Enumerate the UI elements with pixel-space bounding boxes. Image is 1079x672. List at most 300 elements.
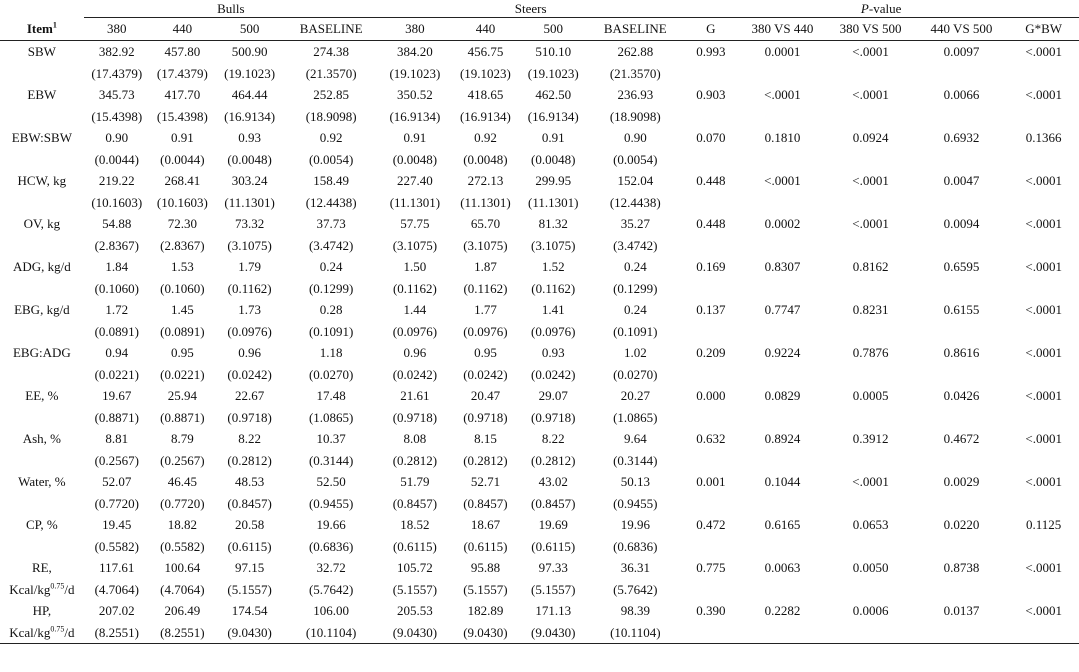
empty-cell (683, 579, 738, 600)
value-cell: 72.30 (167, 216, 197, 231)
empty-cell (683, 149, 738, 170)
value-cell: 152.04 (617, 173, 654, 188)
col-header: 500 (215, 18, 284, 41)
value-cell: 25.94 (167, 388, 197, 403)
value-cell: 0.6595 (943, 259, 980, 274)
value-cell: 0.95 (474, 345, 497, 360)
value-cell: 0.0137 (943, 603, 980, 618)
value-cell: 0.0047 (943, 173, 980, 188)
value-cell: 19.45 (102, 517, 132, 532)
value-cell: 65.70 (470, 216, 501, 231)
empty-cell (683, 493, 738, 514)
table-row (0, 256, 1079, 278)
row-label-unit (0, 149, 84, 170)
se-cell: (5.1557) (227, 581, 272, 597)
value-cell: 0.1044 (764, 474, 801, 489)
value-cell: 0.000 (696, 388, 726, 403)
se-cell: (0.0242) (530, 366, 576, 382)
value-cell: <.0001 (764, 173, 801, 188)
unit-suffix: /d (64, 624, 75, 640)
row-label-unit (0, 579, 84, 600)
col-header: 380 VS 500 (827, 18, 915, 41)
se-cell: (0.8457) (227, 495, 272, 511)
value-cell: 48.53 (234, 474, 265, 489)
table-row (0, 342, 1079, 364)
value-cell: 0.4672 (943, 431, 980, 446)
se-cell: (0.6115) (463, 538, 508, 554)
se-cell: (10.1104) (284, 622, 378, 644)
value-cell: 0.24 (623, 302, 647, 317)
se-cell: (0.8871) (160, 409, 205, 425)
se-cell: (0.6115) (227, 538, 272, 554)
table-row-se (0, 321, 1079, 342)
value-cell: 0.0066 (943, 87, 980, 102)
se-cell: (0.6115) (531, 538, 576, 554)
value-cell: 1.73 (238, 302, 261, 317)
se-cell: (0.5582) (160, 538, 205, 554)
value-cell: 0.0005 (852, 388, 889, 403)
value-cell: 0.91 (403, 130, 427, 145)
value-cell: 8.79 (170, 431, 194, 446)
row-label-unit (0, 192, 84, 213)
empty-cell (827, 192, 915, 213)
table-row-se (0, 235, 1079, 256)
value-cell: 464.44 (231, 87, 268, 102)
row-label: Water, % (18, 474, 66, 489)
se-cell: (5.7642) (308, 581, 354, 597)
empty-cell (915, 493, 1009, 514)
empty-cell (1008, 321, 1079, 342)
value-cell: 1.02 (623, 345, 647, 360)
value-cell: <.0001 (852, 44, 889, 59)
empty-cell (1008, 579, 1079, 600)
se-cell: (11.1301) (389, 194, 441, 210)
value-cell: 1.84 (105, 259, 129, 274)
value-cell: 1.53 (170, 259, 194, 274)
empty-cell (1008, 235, 1079, 256)
se-cell: (16.9134) (459, 108, 511, 124)
se-cell: (0.9718) (227, 409, 272, 425)
col-header: G (683, 18, 738, 41)
table-row-se (0, 192, 1079, 213)
value-cell: 73.32 (234, 216, 265, 231)
value-cell: 0.0653 (852, 517, 889, 532)
value-cell: 0.390 (696, 603, 726, 618)
row-label-unit (0, 63, 84, 84)
value-cell: <.0001 (1025, 173, 1062, 188)
value-cell: 219.22 (98, 173, 135, 188)
se-cell: (0.0976) (392, 323, 438, 339)
value-cell: <.0001 (1025, 603, 1062, 618)
value-cell: 20.58 (234, 517, 265, 532)
value-cell: <.0001 (1025, 259, 1062, 274)
empty-cell (827, 63, 915, 84)
se-cell: (17.4379) (156, 65, 208, 81)
col-header: 380 VS 440 (738, 18, 826, 41)
value-cell: 8.22 (541, 431, 565, 446)
se-cell: (12.4438) (305, 194, 357, 210)
empty-cell (683, 278, 738, 299)
row-label-unit (0, 622, 84, 644)
table-row-se (0, 450, 1079, 471)
row-label-unit (0, 321, 84, 342)
se-cell: (0.0048) (227, 151, 272, 167)
value-cell: 457.80 (164, 44, 201, 59)
se-cell: (15.4398) (91, 108, 143, 124)
value-cell: 510.10 (535, 44, 572, 59)
se-cell: (0.0242) (392, 366, 438, 382)
value-cell: 207.02 (98, 603, 135, 618)
se-cell: (0.0221) (94, 366, 140, 382)
unit-exponent: 0.75 (50, 581, 65, 591)
se-cell: (0.1299) (613, 280, 658, 296)
value-cell: 0.93 (238, 130, 261, 145)
empty-cell (827, 364, 915, 385)
value-cell: 0.96 (238, 345, 261, 360)
se-cell: (0.1162) (227, 280, 272, 296)
se-cell: (0.1162) (463, 280, 508, 296)
se-cell: (0.0270) (308, 366, 354, 382)
value-cell: 418.65 (467, 87, 504, 102)
row-label: SBW (27, 44, 56, 59)
value-cell: 0.0426 (943, 388, 980, 403)
empty-cell (827, 622, 915, 644)
value-cell: 299.95 (535, 173, 572, 188)
row-label: EBW (27, 87, 57, 102)
empty-cell (1008, 192, 1079, 213)
table-row (0, 385, 1079, 407)
value-cell: 19.96 (620, 517, 650, 532)
se-cell: (0.2812) (530, 452, 576, 468)
value-cell: 54.88 (102, 216, 132, 231)
se-cell: (1.0865) (308, 409, 354, 425)
table-row-se (0, 106, 1079, 127)
value-cell: 117.61 (99, 560, 135, 575)
empty-cell (1008, 536, 1079, 557)
value-cell: 22.67 (234, 388, 265, 403)
row-label: CP, % (25, 517, 58, 532)
se-cell: (10.1603) (91, 194, 143, 210)
row-label-unit (0, 536, 84, 557)
value-cell: <.0001 (1025, 302, 1062, 317)
empty-cell (915, 364, 1009, 385)
se-cell: (3.1075) (227, 237, 272, 253)
value-cell: <.0001 (852, 173, 889, 188)
se-cell: (0.0048) (530, 151, 576, 167)
value-cell: 52.71 (470, 474, 501, 489)
value-cell: 8.08 (403, 431, 427, 446)
p-rest: -value (868, 0, 902, 16)
col-header: 500 (519, 18, 587, 41)
empty-cell (1008, 149, 1079, 170)
se-cell: (8.2551) (150, 622, 215, 644)
col-header-item (0, 18, 84, 41)
se-cell: (9.0430) (378, 622, 452, 644)
se-cell: (0.1162) (392, 280, 437, 296)
value-cell: 417.70 (164, 87, 201, 102)
value-cell: 0.0006 (852, 603, 889, 618)
value-cell: 171.13 (535, 603, 572, 618)
value-cell: 43.02 (538, 474, 568, 489)
se-cell: (4.7064) (94, 581, 140, 597)
value-cell: 37.73 (316, 216, 346, 231)
se-cell: (3.4742) (308, 237, 354, 253)
row-label: HP, (32, 603, 52, 618)
value-cell: 0.472 (696, 517, 726, 532)
p-italic: P (860, 0, 869, 16)
se-cell: (0.2567) (160, 452, 205, 468)
value-cell: 0.28 (319, 302, 343, 317)
value-cell: 0.1366 (1025, 130, 1062, 145)
se-cell: (16.9134) (527, 108, 579, 124)
se-cell: (9.0430) (519, 622, 587, 644)
se-cell: (0.9455) (613, 495, 658, 511)
empty-cell (915, 63, 1009, 84)
value-cell: 0.3912 (852, 431, 889, 446)
group-steers: Steers (378, 0, 683, 18)
empty-cell (683, 364, 738, 385)
se-cell: (11.1301) (460, 194, 511, 210)
se-cell: (0.0270) (613, 366, 658, 382)
value-cell: 52.07 (102, 474, 132, 489)
value-cell: 19.69 (538, 517, 568, 532)
se-cell: (4.7064) (160, 581, 205, 597)
value-cell: 0.6155 (943, 302, 980, 317)
se-cell: (18.9098) (609, 108, 661, 124)
row-label: ADG, kg/d (12, 259, 71, 274)
table-row (0, 84, 1079, 106)
value-cell: 350.52 (397, 87, 433, 102)
value-cell: 0.169 (696, 259, 726, 274)
table-row (0, 471, 1079, 493)
se-cell: (10.1603) (156, 194, 208, 210)
value-cell: 0.8616 (943, 345, 980, 360)
se-cell: (11.1301) (224, 194, 275, 210)
col-header: BASELINE (284, 18, 378, 41)
col-header: G*BW (1008, 18, 1079, 41)
group-bulls: Bulls (84, 0, 378, 18)
value-cell: 0.448 (696, 173, 726, 188)
value-cell: <.0001 (1025, 388, 1062, 403)
item-header-sup: 1 (52, 20, 57, 30)
value-cell: 0.0063 (764, 560, 801, 575)
empty-cell (915, 192, 1009, 213)
empty-cell (738, 192, 826, 213)
value-cell: 19.66 (316, 517, 346, 532)
value-cell: 106.00 (313, 603, 350, 618)
empty-cell (1008, 364, 1079, 385)
se-cell: (0.0242) (227, 366, 272, 382)
se-cell: (19.1023) (459, 65, 511, 81)
se-cell: (0.0054) (613, 151, 658, 167)
empty-cell (738, 579, 826, 600)
empty-cell (683, 407, 738, 428)
value-cell: 0.91 (541, 130, 565, 145)
value-cell: 10.37 (316, 431, 346, 446)
se-cell: (3.4742) (613, 237, 658, 253)
se-cell: (2.8367) (160, 237, 205, 253)
empty-cell (1008, 450, 1079, 471)
empty-cell (683, 536, 738, 557)
value-cell: 0.7876 (852, 345, 889, 360)
table-row-se (0, 493, 1079, 514)
value-cell: 0.0097 (943, 44, 980, 59)
value-cell: 0.9224 (764, 345, 801, 360)
value-cell: 0.2282 (764, 603, 801, 618)
row-label: OV, kg (23, 216, 61, 231)
se-cell: (0.0048) (463, 151, 508, 167)
table-row (0, 428, 1079, 450)
se-cell: (0.2812) (463, 452, 508, 468)
col-header: 380 (84, 18, 150, 41)
se-cell: (0.6836) (308, 538, 354, 554)
se-cell: (0.9718) (463, 409, 508, 425)
value-cell: 0.632 (696, 431, 726, 446)
empty-cell (683, 321, 738, 342)
group-p-value (683, 0, 1079, 18)
value-cell: 0.137 (696, 302, 726, 317)
value-cell: 0.6165 (764, 517, 801, 532)
unit-text: Kcal/kg (9, 581, 51, 597)
se-cell: (0.7720) (94, 495, 140, 511)
se-cell: (21.3570) (609, 65, 661, 81)
value-cell: 0.209 (696, 345, 726, 360)
value-cell: 0.90 (623, 130, 647, 145)
se-cell: (19.1023) (389, 65, 441, 81)
empty-cell (683, 622, 738, 644)
se-cell: (8.2551) (84, 622, 150, 644)
empty-cell (683, 235, 738, 256)
se-cell: (5.7642) (613, 581, 658, 597)
se-cell: (19.1023) (527, 65, 579, 81)
se-cell: (0.0044) (94, 151, 140, 167)
value-cell: 0.92 (474, 130, 497, 145)
value-cell: 50.13 (620, 474, 650, 489)
table-row (0, 557, 1079, 579)
col-header: 440 (452, 18, 519, 41)
value-cell: 19.67 (102, 388, 132, 403)
value-cell: 1.18 (319, 345, 343, 360)
table-row-se (0, 364, 1079, 385)
value-cell: 98.39 (620, 603, 650, 618)
row-label-unit (0, 364, 84, 385)
table-row (0, 600, 1079, 622)
value-cell: 1.87 (474, 259, 497, 274)
value-cell: 345.73 (98, 87, 135, 102)
value-cell: 0.903 (696, 87, 726, 102)
empty-cell (738, 106, 826, 127)
se-cell: (0.0976) (530, 323, 576, 339)
se-cell: (0.2567) (94, 452, 140, 468)
value-cell: 97.33 (538, 560, 568, 575)
value-cell: 274.38 (313, 44, 350, 59)
empty-cell (738, 278, 826, 299)
value-cell: 0.0002 (764, 216, 801, 231)
value-cell: 272.13 (467, 173, 504, 188)
se-cell: (0.1091) (308, 323, 354, 339)
value-cell: 0.95 (170, 345, 194, 360)
value-cell: 0.94 (105, 345, 129, 360)
empty-cell (1008, 278, 1079, 299)
value-cell: 268.41 (164, 173, 201, 188)
value-cell: <.0001 (1025, 474, 1062, 489)
empty-cell (827, 493, 915, 514)
group-header-row (0, 0, 1079, 18)
se-cell: (3.1075) (392, 237, 438, 253)
se-cell: (0.0976) (227, 323, 272, 339)
table-row-se (0, 149, 1079, 170)
row-label: EBG, kg/d (14, 302, 70, 317)
value-cell: 8.15 (474, 431, 497, 446)
se-cell: (19.1023) (224, 65, 276, 81)
se-cell: (0.7720) (160, 495, 205, 511)
se-cell: (18.9098) (305, 108, 357, 124)
col-header: 440 VS 500 (915, 18, 1009, 41)
value-cell: <.0001 (852, 474, 889, 489)
se-cell: (0.8871) (94, 409, 140, 425)
empty-cell (827, 106, 915, 127)
value-cell: 46.45 (167, 474, 197, 489)
value-cell: <.0001 (1025, 345, 1062, 360)
se-cell: (0.8457) (392, 495, 438, 511)
value-cell: 0.775 (696, 560, 726, 575)
empty-cell (1008, 493, 1079, 514)
empty-cell (738, 364, 826, 385)
value-cell: 205.53 (397, 603, 433, 618)
se-cell: (0.9455) (308, 495, 354, 511)
value-cell: <.0001 (852, 216, 889, 231)
value-cell: 262.88 (617, 44, 654, 59)
se-cell: (0.2812) (227, 452, 272, 468)
row-label: EBG:ADG (12, 345, 71, 360)
se-cell: (3.1075) (463, 237, 508, 253)
value-cell: 0.0220 (943, 517, 980, 532)
table-row-se (0, 63, 1079, 84)
empty-cell (827, 579, 915, 600)
value-cell: 1.50 (403, 259, 427, 274)
value-cell: 20.27 (620, 388, 650, 403)
value-cell: 36.31 (620, 560, 650, 575)
empty-cell (827, 149, 915, 170)
value-cell: 456.75 (467, 44, 504, 59)
value-cell: 0.0094 (943, 216, 980, 231)
se-cell: (5.1557) (463, 581, 508, 597)
value-cell: <.0001 (852, 87, 889, 102)
se-cell: (21.3570) (305, 65, 357, 81)
row-label: EBW:SBW (11, 130, 72, 145)
value-cell: 0.1810 (764, 130, 801, 145)
empty-cell (915, 450, 1009, 471)
value-cell: 500.90 (231, 44, 268, 59)
se-cell: (0.6836) (613, 538, 658, 554)
se-cell: (0.1299) (308, 280, 354, 296)
table-row (0, 41, 1079, 64)
value-cell: 384.20 (397, 44, 433, 59)
se-cell: (0.9718) (530, 409, 576, 425)
empty-cell (738, 321, 826, 342)
table-row-se (0, 579, 1079, 600)
value-cell: 0.993 (696, 44, 726, 59)
value-cell: 0.90 (105, 130, 129, 145)
value-cell: 0.8924 (764, 431, 801, 446)
empty-cell (738, 536, 826, 557)
table-row (0, 299, 1079, 321)
row-label-unit (0, 493, 84, 514)
value-cell: 0.0001 (764, 44, 801, 59)
value-cell: <.0001 (1025, 44, 1062, 59)
value-cell: 0.6932 (943, 130, 980, 145)
empty-cell (683, 106, 738, 127)
